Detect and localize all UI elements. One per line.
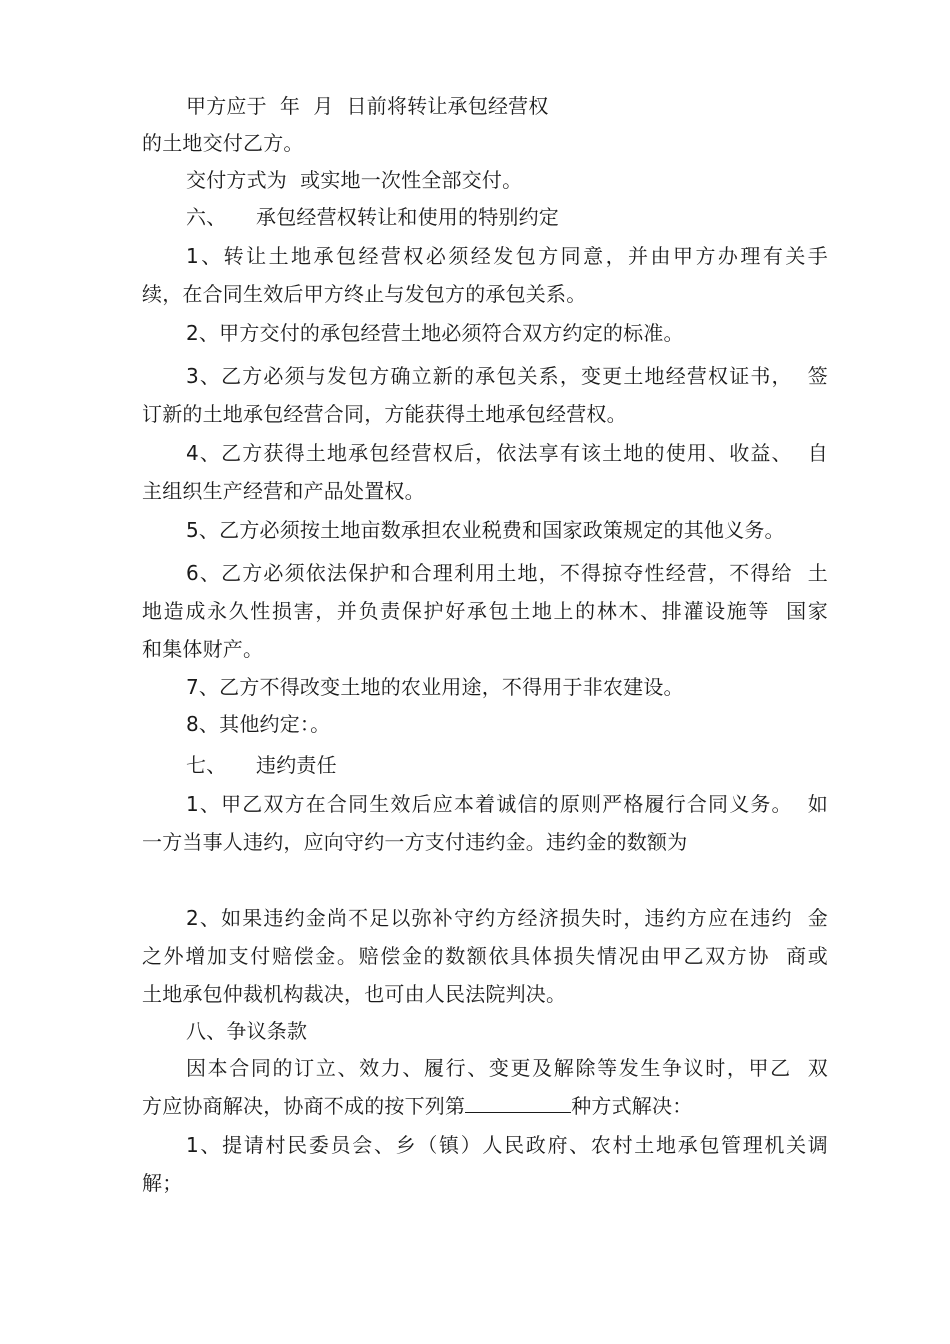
- text-line: 交付方式为 或实地一次性全部交付。: [186, 168, 523, 192]
- text-line: 土地承包仲裁机构裁决，也可由人民法院判决。: [142, 982, 567, 1006]
- fill-in-blank[interactable]: [465, 1094, 571, 1113]
- clause-8: 8、其他约定：。: [186, 712, 331, 736]
- section-number: 六、: [186, 205, 227, 229]
- clause-5: 5、乙方必须按土地亩数承担农业税费和国家政策规定的其他义务。: [186, 518, 785, 542]
- text-line: 续，在合同生效后甲方终止与发包方的承包关系。: [142, 282, 587, 306]
- liability-2: 2、如果违约金尚不足以弥补守约方经济损失时，违约方应在违约 金: [186, 906, 828, 930]
- text-line: 解；: [142, 1171, 183, 1195]
- clause-1: 1、转让土地承包经营权必须经发包方同意，并由甲方办理有关手: [186, 244, 828, 268]
- text-line: 之外增加支付赔偿金。赔偿金的数额依具体损失情况由甲乙双方协 商或: [142, 944, 828, 968]
- text-line: 一方当事人违约，应向守约一方支付违约金。违约金的数额为: [142, 830, 688, 854]
- text-line: 的土地交付乙方。: [142, 131, 304, 155]
- section-title: 承包经营权转让和使用的特别约定: [256, 205, 559, 229]
- text-segment: 方应协商解决，协商不成的按下列第: [142, 1094, 466, 1118]
- text-line: 甲方应于 年 月 日前将转让承包经营权: [186, 94, 549, 118]
- text-line: [142, 1094, 692, 1118]
- clause-6: 6、乙方必须依法保护和合理利用土地，不得掠夺性经营，不得给 土: [186, 561, 828, 585]
- clause-4: 4、乙方获得土地承包经营权后，依法享有该土地的使用、收益、 自: [186, 441, 828, 465]
- section-heading-7: [186, 753, 337, 777]
- dispute-clause: 因本合同的订立、效力、履行、变更及解除等发生争议时，甲乙 双: [186, 1056, 828, 1080]
- text-line: 地造成永久性损害，并负责保护好承包土地上的林木、排灌设施等 国家: [142, 599, 828, 623]
- clause-7: 7、乙方不得改变土地的农业用途，不得用于非农建设。: [186, 675, 684, 699]
- section-heading-6: [186, 205, 559, 229]
- text-line: 订新的土地承包经营合同，方能获得土地承包经营权。: [142, 402, 627, 426]
- section-number: 七、: [186, 753, 227, 777]
- text-segment: 种方式解决：: [571, 1094, 693, 1118]
- liability-1: 1、甲乙双方在合同生效后应本着诚信的原则严格履行合同义务。 如: [186, 792, 828, 816]
- clause-3: 3、乙方必须与发包方确立新的承包关系，变更土地经营权证书， 签: [186, 364, 828, 388]
- section-heading-8: 八、争议条款: [186, 1019, 308, 1043]
- text-line: 主组织生产经营和产品处置权。: [142, 479, 425, 503]
- section-title: 违约责任: [256, 753, 337, 777]
- text-line: 和集体财产。: [142, 637, 264, 661]
- dispute-option-1: 1、提请村民委员会、乡（镇）人民政府、农村土地承包管理机关调: [186, 1133, 828, 1157]
- clause-2: 2、甲方交付的承包经营土地必须符合双方约定的标准。: [186, 321, 684, 345]
